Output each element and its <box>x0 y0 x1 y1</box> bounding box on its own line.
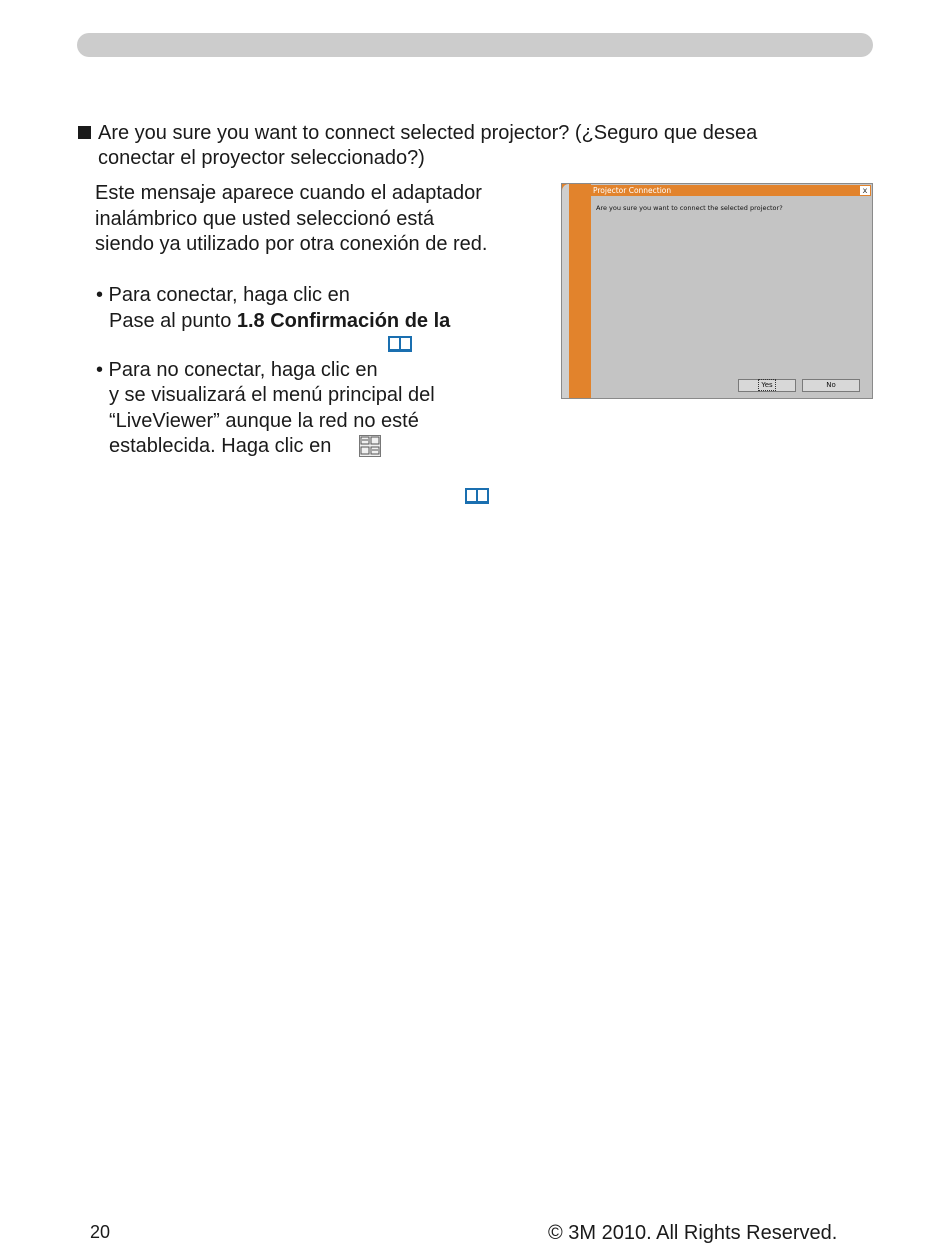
square-bullet-icon <box>78 126 91 139</box>
book-reference-icon[interactable] <box>387 334 413 354</box>
paragraph-line-1: Este mensaje aparece cuando el adaptador <box>95 182 482 204</box>
header-bar <box>77 33 873 57</box>
close-icon[interactable]: x <box>860 186 870 195</box>
yes-button-label: Yes <box>761 381 773 389</box>
bullet-connect-prefix: Pase al punto <box>109 310 237 332</box>
dialog-title: Projector Connection <box>593 186 672 195</box>
paragraph-line-2: inalámbrico que usted seleccionó está <box>95 208 435 230</box>
copyright: © 3M 2010. All Rights Reserved. <box>548 1222 838 1244</box>
bullet-cancel-line-1: • Para no conectar, haga clic en <box>96 359 378 381</box>
paragraph-line-3: siendo ya utilizado por otra conexión de red. <box>95 233 488 255</box>
yes-button[interactable] <box>738 379 796 392</box>
dialog-titlebar <box>591 185 871 196</box>
projector-connection-dialog <box>561 183 873 399</box>
bullet-connect-line-2 <box>109 309 450 334</box>
book-reference-icon-2[interactable] <box>464 486 490 506</box>
bullet-cancel-line-4: establecida. Haga clic en <box>109 435 332 457</box>
heading-line-1: Are you sure you want to connect selected projector? (¿Seguro que desea <box>98 122 758 144</box>
bullet-cancel-line-2: y se visualizará el menú principal del <box>109 384 435 406</box>
dialog-message: Are you sure you want to connect the selected projector? <box>596 204 783 212</box>
dialog-side-edge <box>562 184 569 398</box>
no-button[interactable]: No <box>802 379 860 392</box>
page-number: 20 <box>90 1222 111 1242</box>
heading-line-2: conectar el proyector seleccionado?) <box>98 147 425 169</box>
menu-button-icon[interactable] <box>359 435 381 457</box>
bullet-connect-line-1: • Para conectar, haga clic en <box>96 284 350 306</box>
bullet-cancel-line-3: “LiveViewer” aunque la red no esté <box>109 410 419 432</box>
bullet-connect-reference: 1.8 Confirmación de la <box>236 310 451 332</box>
